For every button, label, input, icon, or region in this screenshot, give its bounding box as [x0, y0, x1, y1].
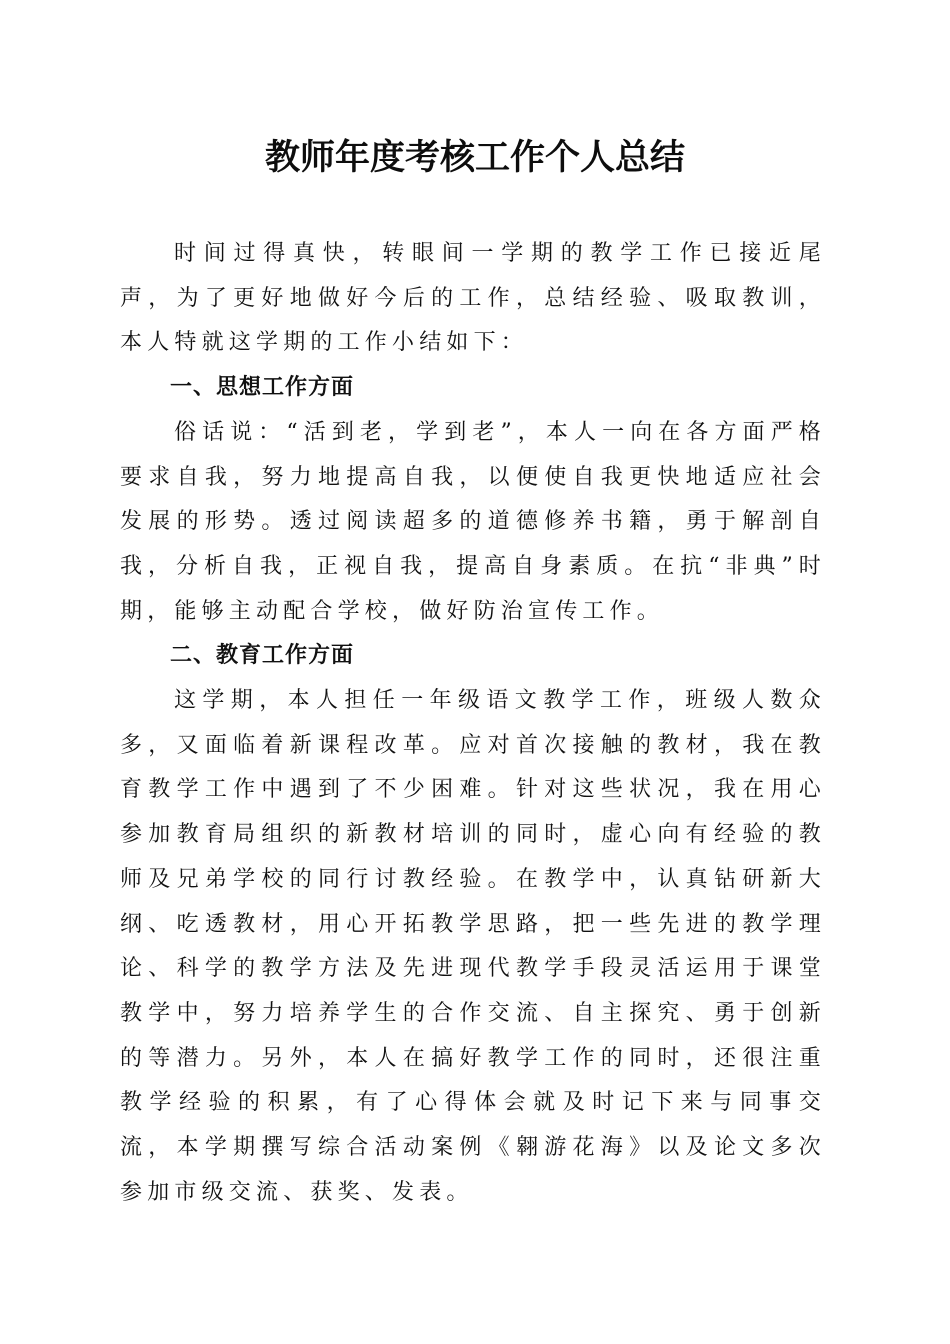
intro-paragraph: 时间过得真快，转眼间一学期的教学工作已接近尾声，为了更好地做好今后的工作，总结经验、吸取教训，本人特就这学期的工作小结如下：	[120, 241, 826, 356]
document-title: 教师年度考核工作个人总结	[264, 137, 685, 178]
section-heading-ideology: 一、思想工作方面	[170, 375, 355, 401]
document-body	[120, 232, 826, 1215]
section-paragraph-ideology: 俗话说：“活到老，学到老”，本人一向在各方面严格要求自我，努力地提高自我，以便使自我更快地适应社会发展的形势。透过阅读超多的道德修养书籍，勇于解剖自我，分析自我，正视自我，提高自身素质。在抗“非典”时期，能够主动配合学校，做好防治宣传工作。	[120, 419, 826, 624]
section-paragraph-education: 这学期，本人担任一年级语文教学工作，班级人数众多，又面临着新课程改革。应对首次接触的教材，我在教育教学工作中遇到了不少困难。针对这些状况，我在用心参加教育局组织的新教材培训的同时，虚心向有经验的教师及兄弟学校的同行讨教经验。在教学中，认真钻研新大纲、吃透教材，用心开拓教学思路，把一些先进的教学理论、科学的教学方法及先进现代教学手段灵活运用于课堂教学中，努力培养学生的合作交流、自主探究、勇于创新的等潜力。另外，本人在搞好教学工作的同时，还很注重教学经验的积累，有了心得体会就及时记下来与同事交流，本学期撰写综合活动案例《翱游花海》以及论文多次参加市级交流、获奖、发表。	[120, 688, 826, 1205]
section-heading-education: 二、教育工作方面	[170, 643, 355, 669]
